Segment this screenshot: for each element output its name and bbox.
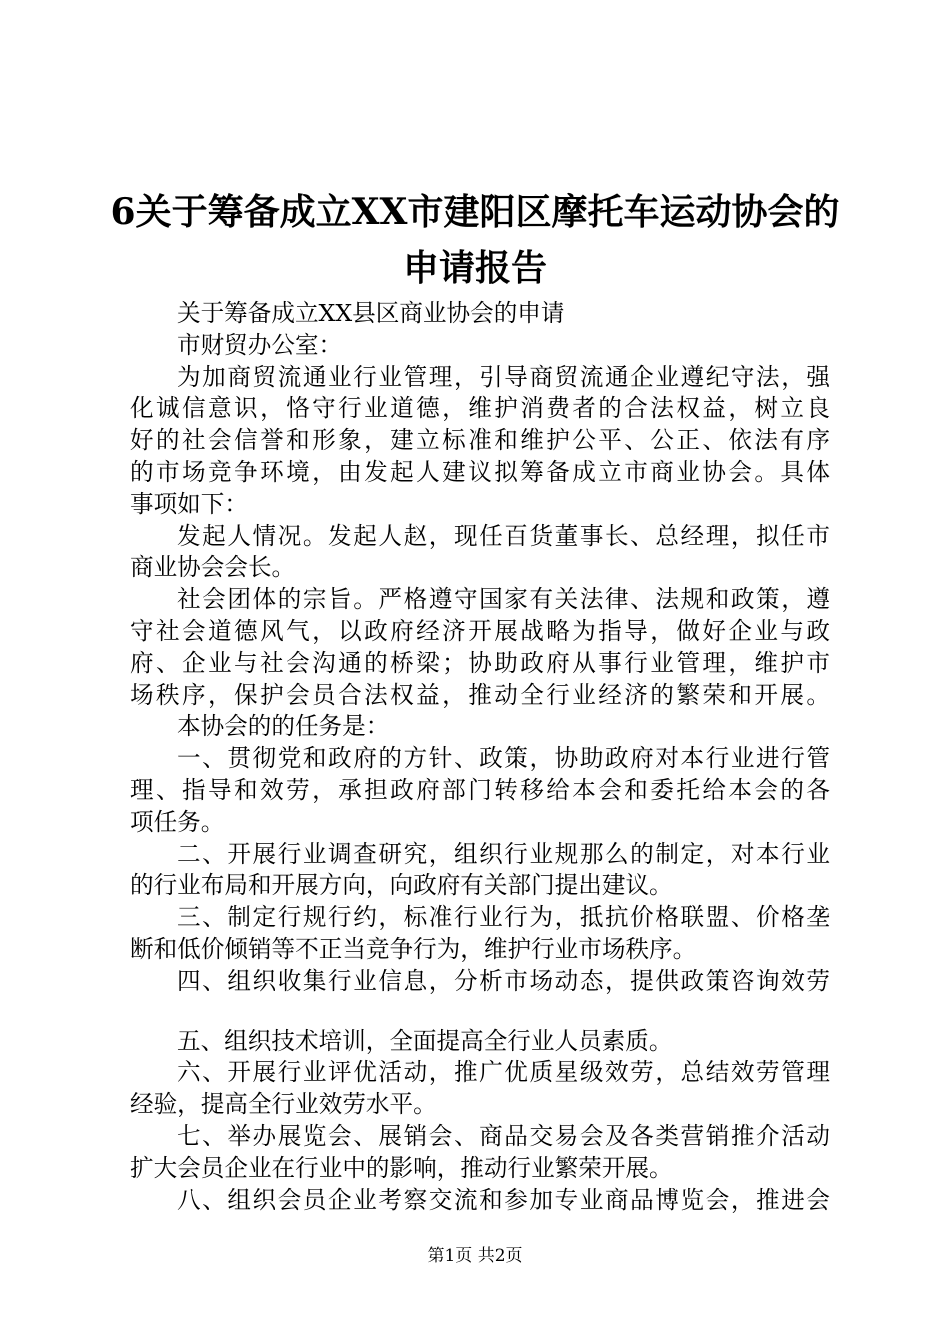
body-line: 关于筹备成立XX县区商业协会的申请	[177, 299, 565, 327]
body-line: 扩大会员企业在行业中的影响，推动行业繁荣开展。	[130, 1153, 673, 1182]
document-body	[130, 298, 830, 1216]
body-line: 的行业布局和开展方向，向政府有关部门提出建议。	[130, 871, 673, 900]
body-line: 事项如下：	[130, 489, 248, 518]
body-line: 的市场竞争环境，由发起人建议拟筹备成立市商业协会。具体	[130, 457, 830, 486]
body-line: 本协会的的任务是：	[177, 712, 390, 741]
body-line: 理、指导和效劳，承担政府部门转移给本会和委托给本会的各	[130, 775, 830, 804]
body-line: 八、组织会员企业考察交流和参加专业商品博览会，推进会	[177, 1185, 830, 1214]
body-line: 商业协会会长。	[130, 553, 296, 582]
body-line: 六、开展行业评优活动，推广优质星级效劳，总结效劳管理	[177, 1058, 830, 1087]
body-line: 经验，提高全行业效劳水平。	[130, 1090, 437, 1119]
document-title-line-1: 6关于筹备成立XX市建阳区摩托车运动协会的	[110, 191, 840, 233]
body-line: 发起人情况。发起人赵，现任百货董事长、总经理，拟任市	[177, 521, 830, 550]
body-line: 四、组织收集行业信息，分析市场动态，提供政策咨询效劳	[177, 966, 830, 995]
page-number-footer: 第1页 共2页	[427, 1246, 523, 1266]
body-line: 一、贯彻党和政府的方针、政策，协助政府对本行业进行管	[177, 744, 830, 773]
body-line: 社会团体的宗旨。严格遵守国家有关法律、法规和政策，遵	[177, 585, 830, 614]
document-title-line-2: 申请报告	[402, 247, 547, 289]
body-line: 化诚信意识，恪守行业道德，维护消费者的合法权益，树立良	[130, 394, 830, 423]
body-line: 为加商贸流通业行业管理，引导商贸流通企业遵纪守法，强	[177, 362, 830, 391]
body-line: 守社会道德风气，以政府经济开展战略为指导，做好企业与政	[130, 616, 830, 645]
body-line: 三、制定行规行约，标准行业行为，抵抗价格联盟、价格垄	[177, 903, 830, 932]
body-line: 好的社会信誉和形象，建立标准和维护公平、公正、依法有序	[130, 426, 830, 455]
body-line: 二、开展行业调查研究，组织行业规那么的制定，对本行业	[177, 839, 830, 868]
body-line: 断和低价倾销等不正当竞争行为，维护行业市场秩序。	[130, 934, 697, 963]
body-line: 市财贸办公室：	[177, 330, 343, 359]
body-line: 府、企业与社会沟通的桥梁；协助政府从事行业管理，维护市	[130, 648, 830, 677]
body-line: 五、组织技术培训，全面提高全行业人员素质。	[177, 1026, 673, 1055]
body-line: 场秩序，保护会员合法权益，推动全行业经济的繁荣和开展。	[130, 680, 830, 709]
body-line: 项任务。	[130, 807, 225, 836]
body-line: 七、举办展览会、展销会、商品交易会及各类营销推介活动	[177, 1121, 830, 1150]
